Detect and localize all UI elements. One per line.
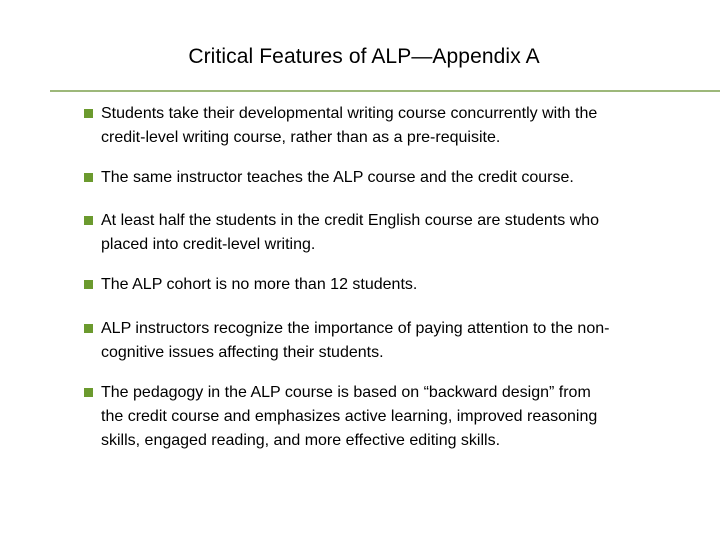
square-bullet-icon	[84, 280, 93, 289]
square-bullet-icon	[84, 388, 93, 397]
square-bullet-icon	[84, 216, 93, 225]
bullet-text: Students take their developmental writing course concurrently with the credit-level writing course, rather than as a pre-requisite.	[101, 105, 598, 146]
bullet-text: ALP instructors recognize the importance of paying attention to the non- cognitive issues affecting their students.	[101, 320, 610, 361]
square-bullet-icon	[84, 324, 93, 333]
square-bullet-icon	[84, 109, 93, 118]
bullet-item	[84, 273, 684, 297]
bullet-item	[84, 381, 684, 453]
bullet-text: The pedagogy in the ALP course is based on “backward design” from the credit course and emphasizes active learning, improved reasoning skills, engaged reading, and more effective editing skills.	[101, 384, 598, 449]
bullet-text: At least half the students in the credit English course are students who placed into credit-level writing.	[101, 212, 600, 253]
bullet-item	[84, 102, 684, 150]
bullet-text: The ALP cohort is no more than 12 students.	[101, 276, 418, 293]
bullet-text: The same instructor teaches the ALP course and the credit course.	[101, 169, 574, 186]
bullet-item	[84, 166, 684, 190]
bullet-item	[84, 209, 684, 257]
bullet-item	[84, 317, 684, 365]
square-bullet-icon	[84, 173, 93, 182]
slide-title: Critical Features of ALP—Appendix A	[188, 45, 540, 68]
